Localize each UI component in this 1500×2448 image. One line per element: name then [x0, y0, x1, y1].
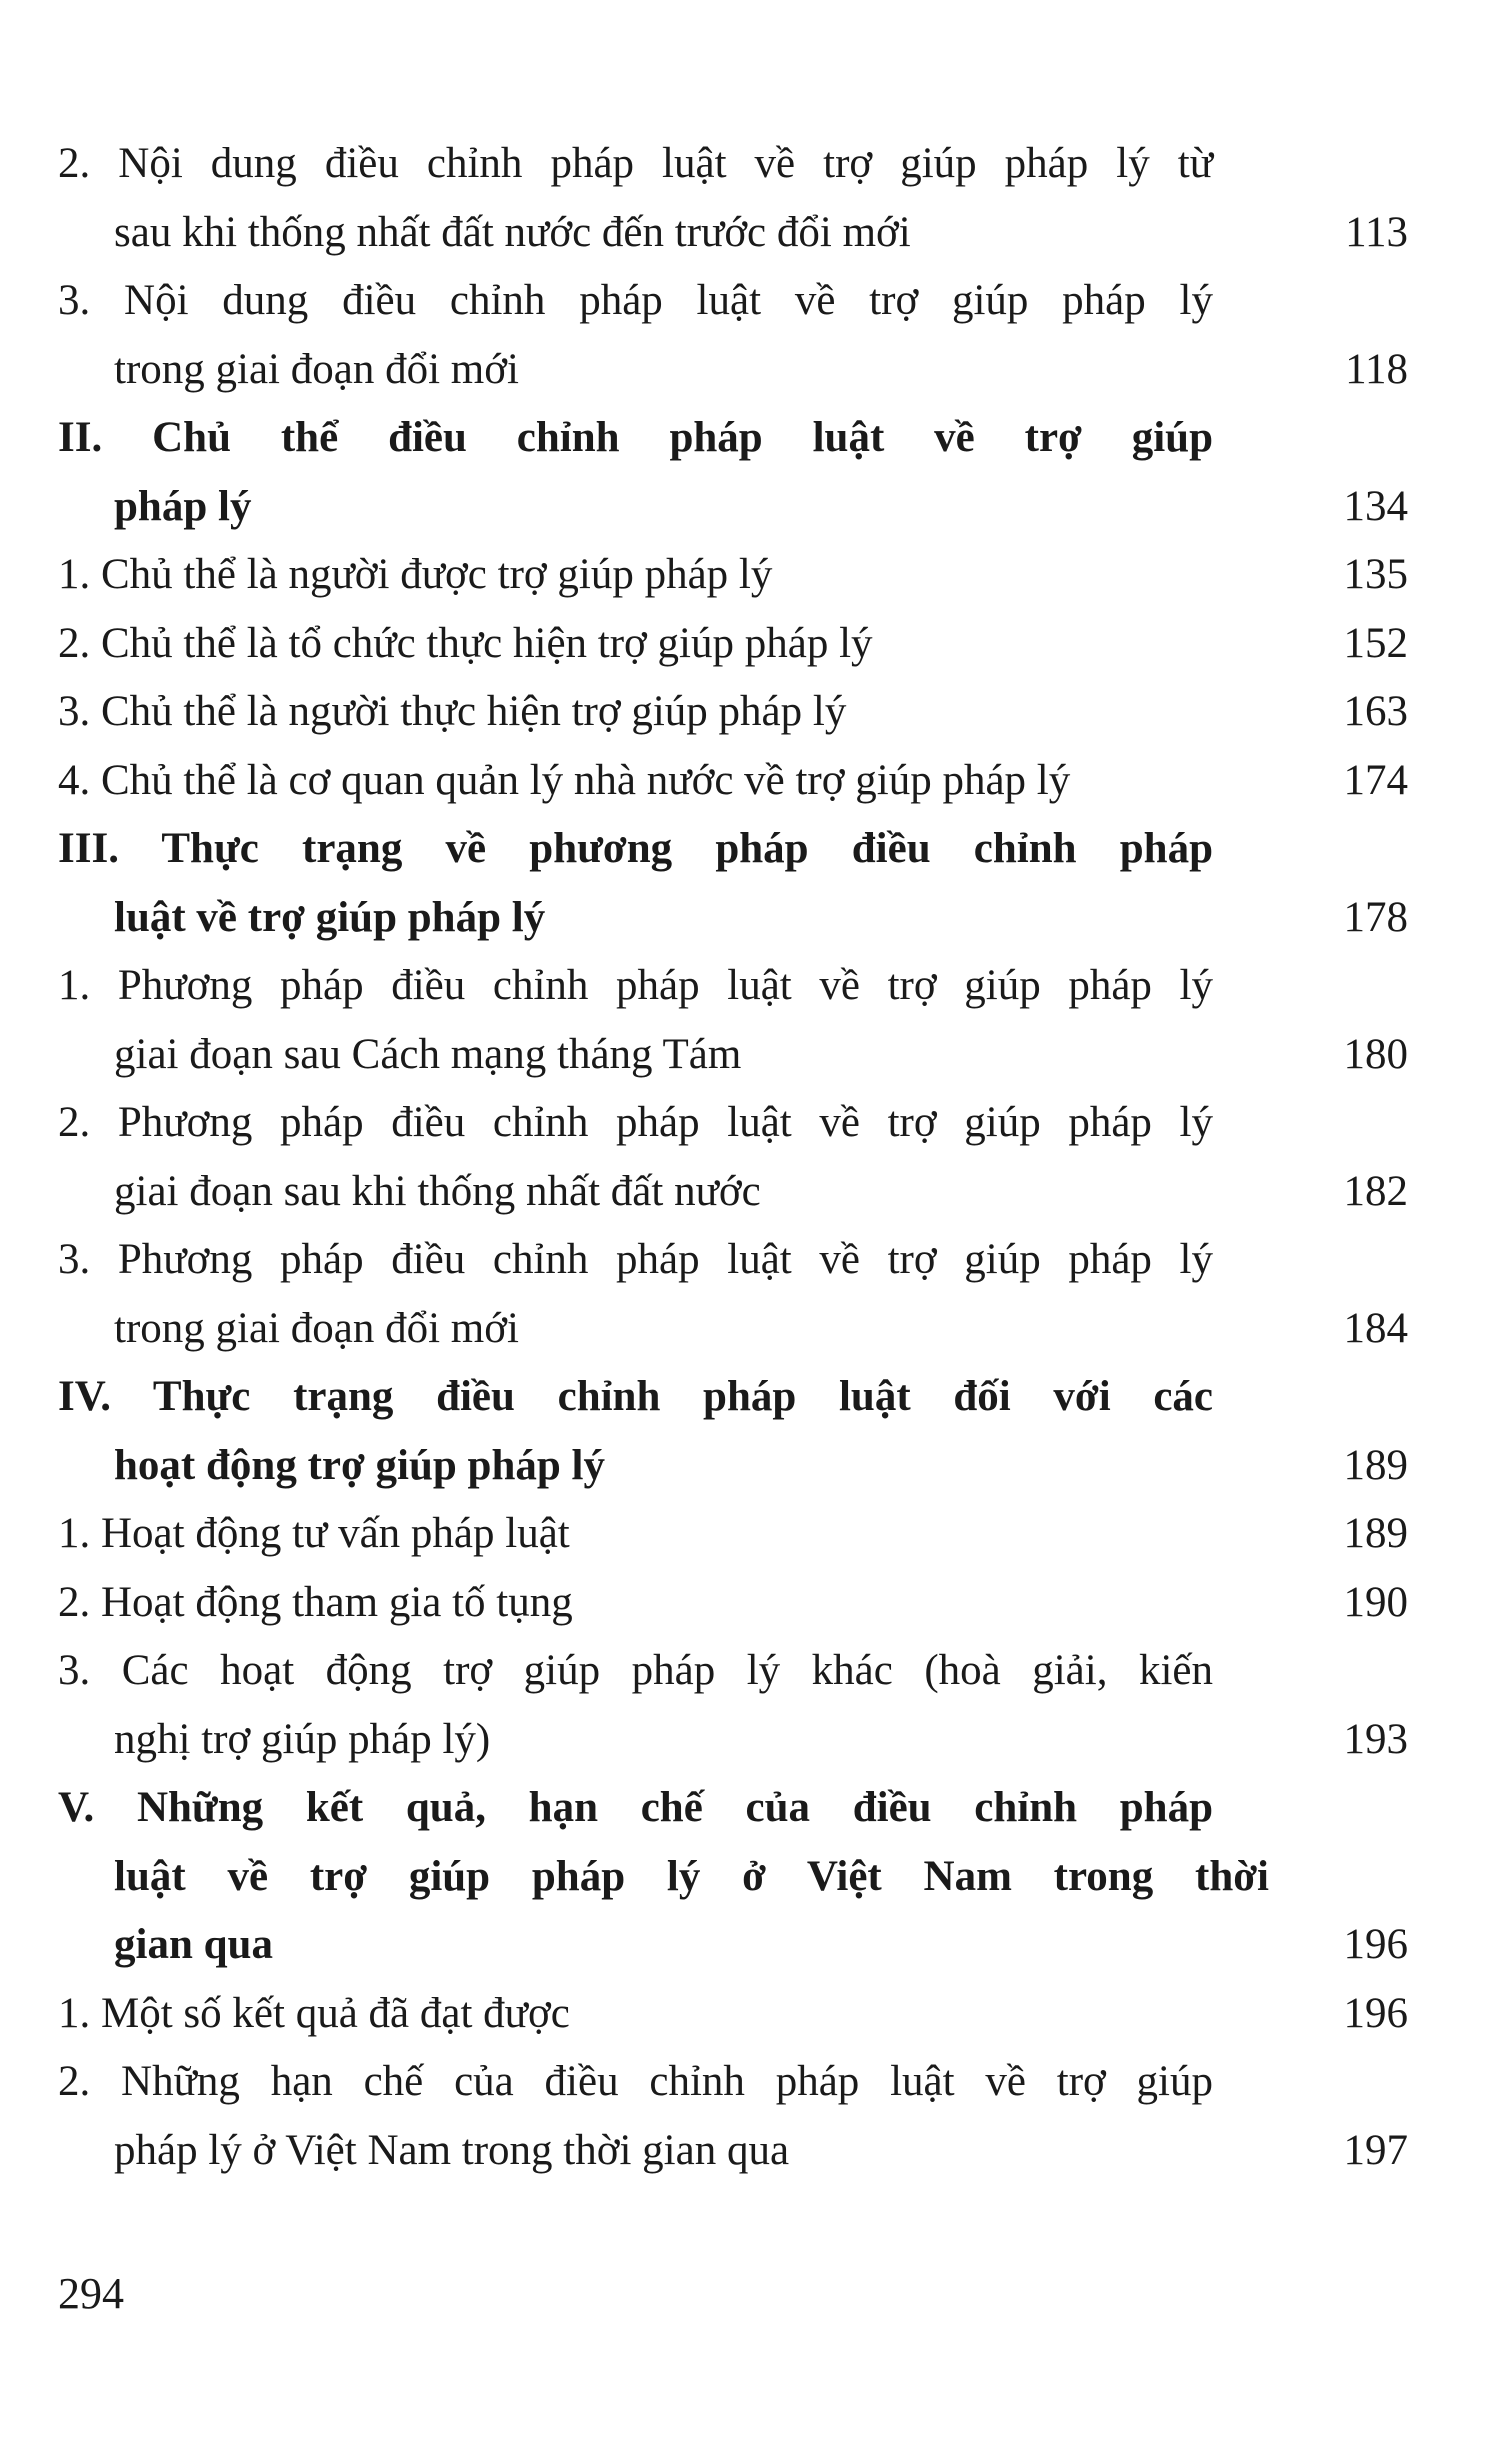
toc-subsection-entry: [58, 952, 1408, 1089]
toc-entry-text-line: 2. Chủ thể là tổ chức thực hiện trợ giúp pháp lý: [58, 619, 873, 667]
toc-entry-text-line: 3. Nội dung điều chỉnh pháp luật về trợ giúp pháp lý: [58, 277, 1213, 324]
toc-page-number: 189: [1343, 1510, 1408, 1557]
toc-subsection-entry: [58, 2048, 1408, 2185]
toc-entry-text-line: trong giai đoạn đổi mới: [114, 1304, 519, 1352]
toc-page-number: 174: [1343, 756, 1408, 804]
toc-entry-text-line: 3. Chủ thể là người thực hiện trợ giúp pháp lý: [58, 688, 847, 735]
toc-page-number: 118: [1345, 345, 1408, 393]
toc-entry-text-line: 2. Nội dung điều chỉnh pháp luật về trợ giúp pháp lý từ: [58, 140, 1213, 187]
toc-page-number: 184: [1343, 1304, 1408, 1352]
toc-entry-text-line: hoạt động trợ giúp pháp lý: [114, 1441, 605, 1489]
toc-page-number: 180: [1343, 1030, 1408, 1078]
toc-entry-text-line: 2. Hoạt động tham gia tố tụng: [58, 1578, 573, 1626]
toc-section-entry: [58, 1363, 1408, 1500]
toc-entry-text-line: IV. Thực trạng điều chỉnh pháp luật đối với các: [58, 1373, 1213, 1420]
toc-entry-text-line: 4. Chủ thể là cơ quan quản lý nhà nước về trợ giúp pháp lý: [58, 756, 1071, 804]
toc-entry-text-line: trong giai đoạn đổi mới: [114, 345, 519, 393]
toc-page-number: 152: [1343, 619, 1408, 667]
toc-entry-text-line: 1. Chủ thể là người được trợ giúp pháp lý: [58, 551, 773, 598]
toc-section-entry: [58, 815, 1408, 952]
toc-entry-text-line: giai đoạn sau Cách mạng tháng Tám: [114, 1030, 742, 1078]
toc-entry-text-line: 2. Phương pháp điều chỉnh pháp luật về trợ giúp pháp lý: [58, 1099, 1213, 1146]
toc-entry-text-line: 1. Hoạt động tư vấn pháp luật: [58, 1510, 570, 1557]
toc-section-entry: [58, 1774, 1408, 1980]
toc-page-number: 182: [1343, 1167, 1408, 1215]
toc-subsection-entry: [58, 1980, 1408, 2049]
toc-entry-text-line: gian qua: [114, 1921, 273, 1968]
toc-entry-text-line: pháp lý ở Việt Nam trong thời gian qua: [114, 2126, 790, 2174]
toc-entry-text-line: nghị trợ giúp pháp lý): [114, 1715, 491, 1763]
toc-page-number: 196: [1343, 1989, 1408, 2037]
toc-subsection-entry: [58, 541, 1408, 610]
toc-entry-text-line: 3. Phương pháp điều chỉnh pháp luật về trợ giúp pháp lý: [58, 1236, 1213, 1283]
toc-entry-text-line: sau khi thống nhất đất nước đến trước đổi mới: [114, 208, 911, 256]
toc-subsection-entry: [58, 1500, 1408, 1569]
toc-entry-text-line: 3. Các hoạt động trợ giúp pháp lý khác (hoà giải, kiến: [58, 1647, 1213, 1694]
toc-subsection-entry: [58, 747, 1408, 816]
toc-entry-text-line: 1. Phương pháp điều chỉnh pháp luật về trợ giúp pháp lý: [58, 962, 1213, 1009]
toc-subsection-entry: [58, 678, 1408, 747]
toc-page-number: 113: [1345, 208, 1408, 256]
toc-page-number: 178: [1343, 893, 1408, 941]
toc-page-number: 135: [1343, 551, 1408, 598]
toc-subsection-entry: [58, 610, 1408, 679]
toc-subsection-entry: [58, 1569, 1408, 1638]
toc-entry-text-line: II. Chủ thể điều chỉnh pháp luật về trợ giúp: [58, 414, 1213, 461]
toc-page-number: 193: [1343, 1715, 1408, 1763]
toc-page-number: 189: [1343, 1441, 1408, 1489]
toc-entry-text-line: luật về trợ giúp pháp lý ở Việt Nam trong thời: [114, 1852, 1269, 1900]
toc-subsection-entry: [58, 1089, 1408, 1226]
toc-page-number: 196: [1343, 1921, 1408, 1968]
toc-page-number: 190: [1343, 1578, 1408, 1626]
page-number: 294: [58, 2269, 124, 2318]
toc-page-number: 197: [1343, 2126, 1408, 2174]
toc-subsection-entry: [58, 130, 1408, 267]
toc-section-entry: [58, 404, 1408, 541]
toc-page-number: 134: [1343, 482, 1408, 530]
toc-subsection-entry: [58, 1637, 1408, 1774]
toc-subsection-entry: [58, 267, 1408, 404]
toc-entry-text-line: giai đoạn sau khi thống nhất đất nước: [114, 1167, 761, 1215]
toc-entry-text-line: III. Thực trạng về phương pháp điều chỉnh pháp: [58, 825, 1213, 872]
toc-entry-text-line: luật về trợ giúp pháp lý: [114, 893, 546, 941]
toc-entry-text-line: V. Những kết quả, hạn chế của điều chỉnh pháp: [58, 1784, 1213, 1831]
toc-entry-text-line: 2. Những hạn chế của điều chỉnh pháp luật về trợ giúp: [58, 2058, 1213, 2105]
toc-entry-text-line: pháp lý: [114, 482, 252, 530]
toc-entry-text-line: 1. Một số kết quả đã đạt được: [58, 1989, 570, 2037]
table-of-contents: [58, 130, 1408, 2185]
toc-subsection-entry: [58, 1226, 1408, 1363]
toc-page-number: 163: [1343, 688, 1408, 735]
